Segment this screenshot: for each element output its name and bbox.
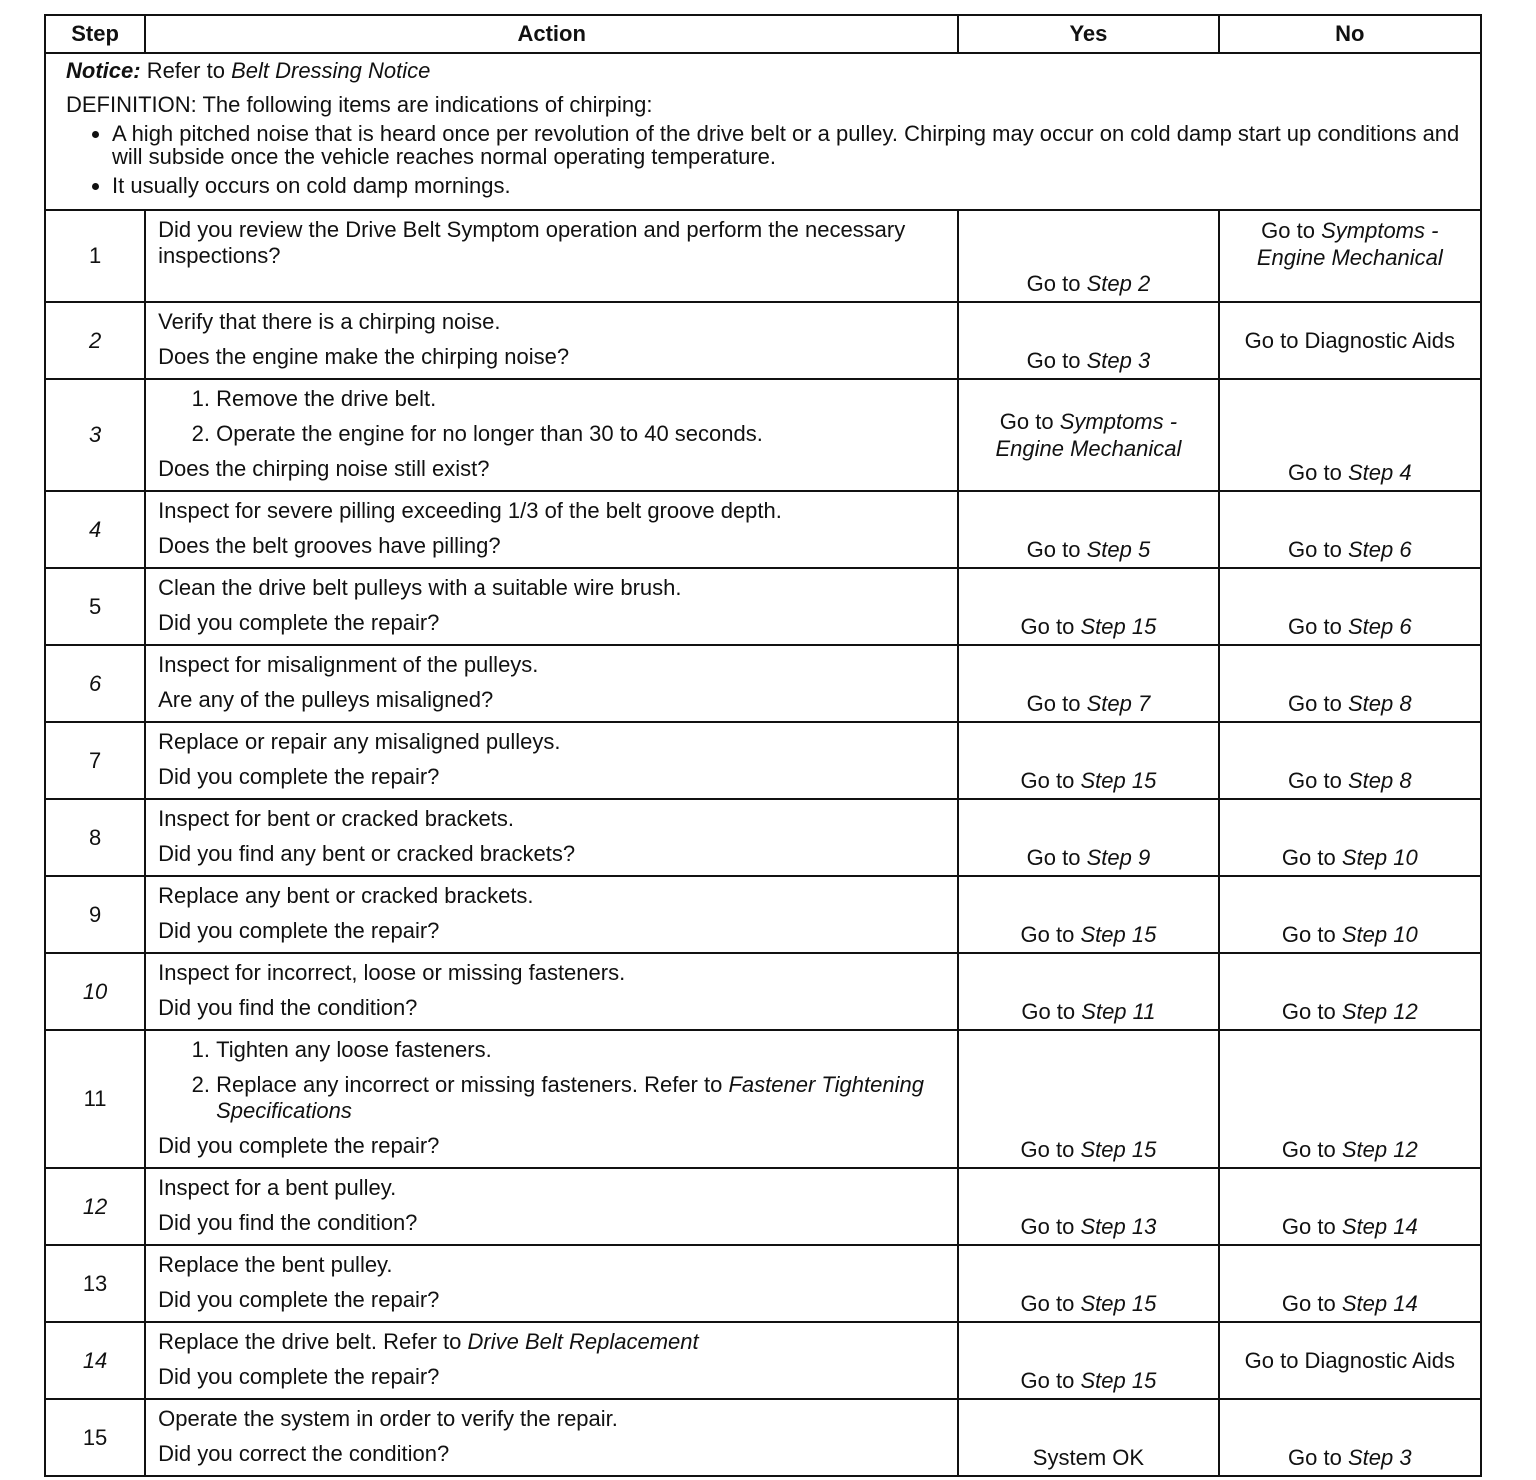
step-row [45, 1322, 1481, 1399]
step-row [45, 953, 1481, 1030]
action-cell [145, 799, 958, 876]
action-text: Does the chirping noise still exist? [158, 456, 490, 481]
step-ref: Step [1341, 999, 1388, 1024]
go-to-text: Go to [1026, 271, 1081, 296]
step-number-ref: 14 [1393, 1214, 1418, 1239]
action-text: Inspect for misalignment of the pulleys. [158, 652, 539, 677]
no-cell [1219, 799, 1481, 876]
step-number-ref: 6 [1399, 537, 1412, 562]
action-cell [145, 1322, 958, 1399]
step-row [45, 210, 1481, 302]
yes-cell [958, 1399, 1218, 1476]
action-step-item: 1. Tighten any loose fasteners. [216, 1037, 945, 1063]
definition-bullet: • It usually occurs on cold damp mornings. [112, 174, 1462, 197]
yes-cell [958, 1168, 1218, 1245]
no-text: Go to Diagnostic Aids [1244, 328, 1455, 353]
go-to-text: Go to [1281, 922, 1336, 947]
yes-cell [958, 1030, 1218, 1168]
action-cell [145, 379, 958, 491]
step-number-ref: 15 [1131, 1368, 1157, 1393]
go-to-text: Go to [1026, 691, 1081, 716]
step-number: 11 [45, 1030, 145, 1168]
no-cell [1219, 1399, 1481, 1476]
step-ref: Step [1347, 537, 1394, 562]
action-text: Clean the drive belt pulleys with a suitable wire brush. [158, 575, 682, 600]
step-ref: Step [1080, 1291, 1126, 1316]
go-to-text: Go to [1288, 1445, 1342, 1470]
no-cell [1219, 876, 1481, 953]
action-ref: Drive Belt Replacement [467, 1329, 699, 1354]
go-to-text: Go to [1261, 218, 1315, 243]
go-to-text: Go to [1026, 845, 1081, 870]
step-number-ref: 5 [1137, 537, 1151, 562]
action-text: Did you complete the repair? [158, 1287, 440, 1312]
action-cell [145, 1168, 958, 1245]
step-number: 5 [45, 568, 145, 645]
notice-cell [45, 53, 1481, 210]
step-row [45, 799, 1481, 876]
action-text: Did you complete the repair? [158, 1133, 440, 1158]
notice-text: Refer to [146, 58, 225, 83]
step-number-ref: 15 [1131, 922, 1157, 947]
step-number: 4 [45, 491, 145, 568]
go-to-text: Go to [1020, 1291, 1075, 1316]
go-to-text: Go to [1288, 768, 1342, 793]
step-number: 6 [45, 645, 145, 722]
diagnostic-table [44, 14, 1482, 1477]
step-ref: Step [1341, 1214, 1388, 1239]
action-text: Are any of the pulleys misaligned? [158, 687, 494, 712]
yes-cell [958, 210, 1218, 302]
step-number: 10 [45, 953, 145, 1030]
step-number: 9 [45, 876, 145, 953]
step-row [45, 379, 1481, 491]
action-cell [145, 645, 958, 722]
go-to-text: Go to [1026, 537, 1081, 562]
go-to-text: Go to [1020, 1137, 1075, 1162]
step-number-ref: 3 [1137, 348, 1151, 373]
action-cell [145, 1245, 958, 1322]
step-row [45, 645, 1481, 722]
step-number-ref: 10 [1393, 845, 1418, 870]
definition-line: DEFINITION: The following items are indications of chirping: [66, 92, 653, 117]
step-number-ref: 4 [1399, 460, 1412, 485]
action-text: Inspect for incorrect, loose or missing fasteners. [158, 960, 626, 985]
step-row [45, 302, 1481, 379]
step-row [45, 1168, 1481, 1245]
action-text: Did you complete the repair? [158, 918, 440, 943]
go-to-text: Go to [1020, 614, 1075, 639]
step-ref: Step [1086, 537, 1132, 562]
no-cell [1219, 379, 1481, 491]
step-number-ref: 7 [1137, 691, 1151, 716]
go-to-text: Go to [1281, 999, 1336, 1024]
step-ref: Step [1347, 691, 1394, 716]
action-text: Did you find any bent or cracked brackets? [158, 841, 576, 866]
action-cell [145, 210, 958, 302]
go-to-text: Go to [1288, 691, 1342, 716]
action-text: Inspect for a bent pulley. [158, 1175, 397, 1200]
go-to-text: Go to [1281, 1137, 1336, 1162]
action-text: Did you correct the condition? [158, 1441, 450, 1466]
step-number-ref: 3 [1399, 1445, 1412, 1470]
yes-cell [958, 876, 1218, 953]
step-ref: Step [1086, 691, 1132, 716]
step-ref: Step [1080, 768, 1126, 793]
no-cell [1219, 568, 1481, 645]
action-step-text: Replace any incorrect or missing fasteners. Refer to [216, 1072, 723, 1097]
action-text: Does the engine make the chirping noise? [158, 344, 570, 369]
step-number: 13 [45, 1245, 145, 1322]
no-ref: Symptoms - Engine Mechanical [1256, 218, 1443, 270]
notice-label: Notice: [66, 58, 141, 83]
action-text: Replace any bent or cracked brackets. [158, 883, 534, 908]
no-cell [1219, 491, 1481, 568]
action-text: Does the belt grooves have pilling? [158, 533, 501, 558]
action-text: Did you complete the repair? [158, 610, 440, 635]
step-number-ref: 15 [1131, 1291, 1157, 1316]
definition-bullet: • A high pitched noise that is heard once per revolution of the drive belt or a pulley. Chirping may occur on cold damp start up conditions and will subside once the vehicle reaches normal operating temperature. [112, 122, 1462, 168]
step-row [45, 491, 1481, 568]
definition-bullets [66, 122, 1462, 197]
action-text: Inspect for severe pilling exceeding 1/3 of the belt groove depth. [158, 498, 782, 523]
step-number-ref: 6 [1399, 614, 1412, 639]
step-ref: Step [1341, 1137, 1388, 1162]
go-to-text: Go to [1020, 922, 1075, 947]
step-ref: Step [1086, 348, 1132, 373]
step-ref: Step [1341, 922, 1388, 947]
action-cell [145, 722, 958, 799]
step-ref: Step [1080, 1137, 1126, 1162]
step-number-ref: 10 [1393, 922, 1418, 947]
step-number: 15 [45, 1399, 145, 1476]
action-text [158, 1329, 945, 1355]
go-to-text: Go to [1026, 348, 1081, 373]
step-number: 2 [45, 302, 145, 379]
step-number-ref: 12 [1393, 1137, 1418, 1162]
yes-cell [958, 379, 1218, 491]
action-text: Did you complete the repair? [158, 764, 440, 789]
notice-ref: Belt Dressing Notice [231, 58, 431, 83]
action-text: Operate the system in order to verify the repair. [158, 1406, 618, 1431]
step-row [45, 568, 1481, 645]
yes-cell [958, 1245, 1218, 1322]
step-ref: Step [1347, 460, 1394, 485]
step-number: 8 [45, 799, 145, 876]
action-text: Did you find the condition? [158, 995, 418, 1020]
step-ref: Step [1086, 845, 1132, 870]
no-cell [1219, 1030, 1481, 1168]
go-to-text: Go to [1288, 460, 1342, 485]
go-to-text: Go to [1281, 1214, 1336, 1239]
step-number-ref: 12 [1393, 999, 1418, 1024]
action-text: Inspect for bent or cracked brackets. [158, 806, 514, 831]
action-step-item: 2. Operate the engine for no longer than 30 to 40 seconds. [216, 421, 945, 447]
header-no: No [1219, 15, 1481, 53]
step-number: 1 [45, 210, 145, 302]
go-to-text: Go to [1288, 614, 1342, 639]
action-text: Replace or repair any misaligned pulleys. [158, 729, 561, 754]
header-row [45, 15, 1481, 53]
step-ref: Step [1341, 845, 1388, 870]
action-ref: Fastener Tightening Specifications [216, 1072, 924, 1123]
action-step-item [216, 1072, 945, 1124]
action-text: Verify that there is a chirping noise. [158, 309, 501, 334]
step-number: 7 [45, 722, 145, 799]
step-ref: Step [1080, 1368, 1126, 1393]
action-cell [145, 1030, 958, 1168]
yes-cell [958, 1322, 1218, 1399]
step-number-ref: 2 [1137, 271, 1151, 296]
action-cell [145, 568, 958, 645]
yes-text: System OK [1032, 1445, 1145, 1470]
go-to-text: Go to [1281, 1291, 1336, 1316]
step-ref: Step [1081, 999, 1127, 1024]
step-ref: Step [1341, 1291, 1388, 1316]
step-row [45, 1399, 1481, 1476]
yes-cell [958, 722, 1218, 799]
step-number: 14 [45, 1322, 145, 1399]
action-cell [145, 953, 958, 1030]
go-to-text: Go to [1020, 768, 1075, 793]
action-text: Replace the bent pulley. [158, 1252, 393, 1277]
step-number-ref: 15 [1131, 1137, 1157, 1162]
no-cell [1219, 302, 1481, 379]
yes-cell [958, 645, 1218, 722]
step-number-ref: 9 [1137, 845, 1151, 870]
step-ref: Step [1080, 614, 1126, 639]
yes-ref: Symptoms - Engine Mechanical [995, 409, 1182, 461]
notice-row [45, 53, 1481, 210]
no-cell [1219, 1245, 1481, 1322]
no-cell [1219, 1322, 1481, 1399]
notice-line [66, 58, 1462, 84]
step-ref: Step [1347, 1445, 1394, 1470]
action-text: Did you complete the repair? [158, 1364, 440, 1389]
action-cell [145, 876, 958, 953]
go-to-text: Go to [999, 409, 1054, 434]
action-cell [145, 491, 958, 568]
yes-cell [958, 799, 1218, 876]
step-ref: Step [1347, 614, 1394, 639]
go-to-text: Go to [1021, 999, 1076, 1024]
action-text: Did you review the Drive Belt Symptom operation and perform the necessary inspections? [158, 217, 906, 268]
step-row [45, 1245, 1481, 1322]
yes-cell [958, 953, 1218, 1030]
step-row [45, 1030, 1481, 1168]
action-steps [158, 1037, 945, 1124]
action-cell [145, 302, 958, 379]
no-cell [1219, 722, 1481, 799]
no-cell [1219, 210, 1481, 302]
step-number-ref: 11 [1132, 999, 1156, 1024]
yes-cell [958, 302, 1218, 379]
step-number-ref: 13 [1131, 1214, 1157, 1239]
step-number-ref: 15 [1131, 614, 1157, 639]
yes-cell [958, 568, 1218, 645]
step-number-ref: 14 [1393, 1291, 1418, 1316]
step-ref: Step [1080, 1214, 1126, 1239]
action-pre: Replace the drive belt. Refer to [158, 1329, 462, 1354]
step-ref: Step [1086, 271, 1132, 296]
step-row [45, 722, 1481, 799]
step-number: 3 [45, 379, 145, 491]
step-number: 12 [45, 1168, 145, 1245]
go-to-text: Go to [1020, 1214, 1075, 1239]
header-step: Step [45, 15, 145, 53]
step-number-ref: 15 [1131, 768, 1157, 793]
header-yes: Yes [958, 15, 1218, 53]
no-cell [1219, 953, 1481, 1030]
step-ref: Step [1080, 922, 1126, 947]
step-number-ref: 8 [1399, 768, 1412, 793]
no-cell [1219, 645, 1481, 722]
no-cell [1219, 1168, 1481, 1245]
action-cell [145, 1399, 958, 1476]
action-step-item: 1. Remove the drive belt. [216, 386, 945, 412]
no-text: Go to Diagnostic Aids [1244, 1348, 1455, 1373]
action-text: Did you find the condition? [158, 1210, 418, 1235]
go-to-text: Go to [1020, 1368, 1075, 1393]
step-row [45, 876, 1481, 953]
go-to-text: Go to [1281, 845, 1336, 870]
go-to-text: Go to [1288, 537, 1342, 562]
step-ref: Step [1347, 768, 1394, 793]
header-action: Action [145, 15, 958, 53]
step-number-ref: 8 [1399, 691, 1412, 716]
yes-cell [958, 491, 1218, 568]
action-steps [158, 386, 945, 447]
